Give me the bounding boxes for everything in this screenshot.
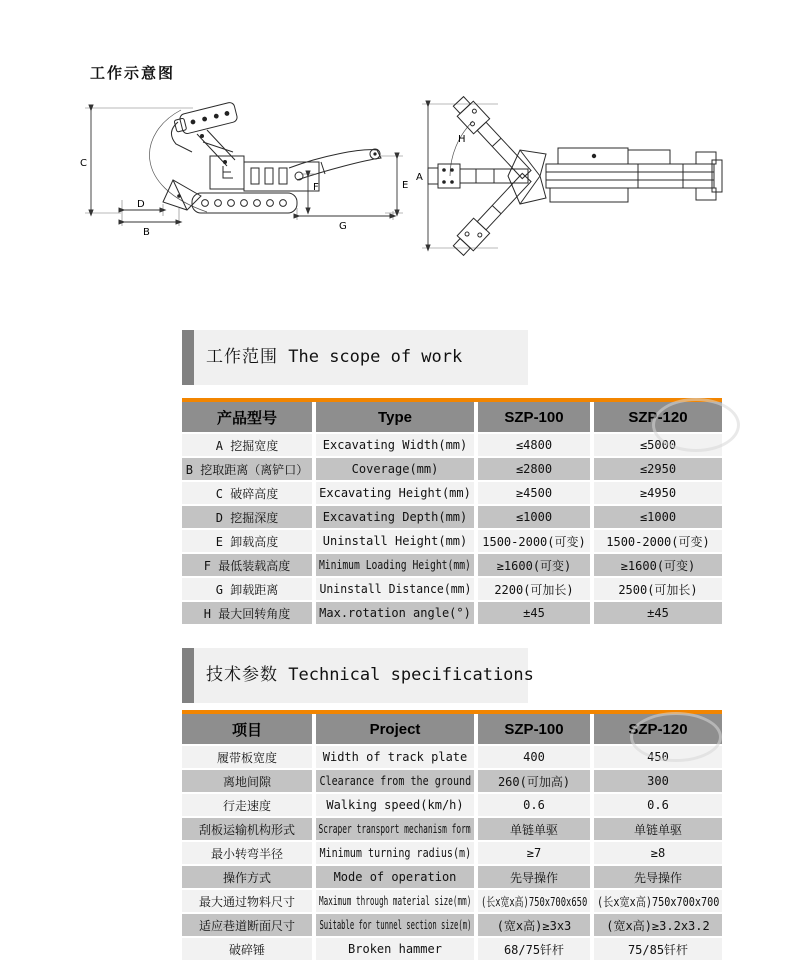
column-header: SZP-100 — [478, 714, 590, 744]
table-row — [182, 506, 722, 528]
table-row — [182, 770, 722, 792]
section-accent-bar — [182, 330, 194, 385]
table-cell: Excavating Height(mm) — [316, 482, 474, 504]
section-title-zh: 技术参数 — [206, 665, 278, 685]
table-cell: 68/75钎杆 — [478, 938, 590, 960]
table-cell: 行走速度 — [182, 794, 312, 816]
section-title — [206, 648, 534, 703]
table-cell: 75/85钎杆 — [594, 938, 722, 960]
table-row — [182, 818, 722, 840]
table-header-row — [182, 714, 722, 744]
table-cell: ≥1600(可变) — [478, 554, 590, 576]
dim-label-h: H — [458, 134, 466, 145]
table-cell: ≤4800 — [478, 434, 590, 456]
table-cell: Width of track plate — [316, 746, 474, 768]
table-cell: Suitable for tunnel section size(m) — [316, 914, 474, 936]
column-header: SZP-100 — [478, 402, 590, 432]
column-header: SZP-120 — [594, 714, 722, 744]
table-cell: ≤5000 — [594, 434, 722, 456]
table-cell: 刮板运输机构形式 — [182, 818, 312, 840]
section-header-scope-of-work — [182, 330, 528, 385]
table-cell: Coverage(mm) — [316, 458, 474, 480]
table-cell: 1500-2000(可变) — [594, 530, 722, 552]
column-header: SZP-120 — [594, 402, 722, 432]
table-row — [182, 866, 722, 888]
table-cell: (宽x高)≥3x3 — [478, 914, 590, 936]
dim-label-b: B — [143, 227, 150, 238]
table-cell: Mode of operation — [316, 866, 474, 888]
table-row — [182, 602, 722, 624]
column-header: Project — [316, 714, 474, 744]
table-row — [182, 746, 722, 768]
table-cell: ≥8 — [594, 842, 722, 864]
table-cell: ≤1000 — [594, 506, 722, 528]
table-cell: 破碎锤 — [182, 938, 312, 960]
column-header: Type — [316, 402, 474, 432]
table-cell: Walking speed(km/h) — [316, 794, 474, 816]
table-cell: 260(可加高) — [478, 770, 590, 792]
table-cell: Minimum Loading Height(mm) — [316, 554, 474, 576]
table-cell: ≤1000 — [478, 506, 590, 528]
table-row — [182, 530, 722, 552]
dim-label-f: F — [313, 182, 319, 193]
table-row — [182, 434, 722, 456]
dim-label-c: C — [80, 158, 87, 169]
table-row — [182, 890, 722, 912]
table-cell: Minimum turning radius(m) — [316, 842, 474, 864]
table-row — [182, 914, 722, 936]
table-cell: ±45 — [478, 602, 590, 624]
table-cell: ≥1600(可变) — [594, 554, 722, 576]
table-row — [182, 794, 722, 816]
table-cell: ≥4500 — [478, 482, 590, 504]
table-cell: F 最低装载高度 — [182, 554, 312, 576]
table-cell: ≥7 — [478, 842, 590, 864]
table-cell: H 最大回转角度 — [182, 602, 312, 624]
table-row — [182, 578, 722, 600]
table-cell: 先导操作 — [478, 866, 590, 888]
table-row — [182, 482, 722, 504]
table-cell: 1500-2000(可变) — [478, 530, 590, 552]
dim-label-a: A — [416, 172, 423, 183]
table-cell: 0.6 — [478, 794, 590, 816]
top-view-drawing — [398, 92, 730, 264]
table-cell: 2200(可加长) — [478, 578, 590, 600]
table-row — [182, 458, 722, 480]
table-cell: 先导操作 — [594, 866, 722, 888]
dim-label-g: G — [339, 221, 347, 232]
table-header-row — [182, 402, 722, 432]
table-cell: Excavating Depth(mm) — [316, 506, 474, 528]
table-cell: Scraper transport mechanism form — [316, 818, 474, 840]
table-cell: 单链单驱 — [478, 818, 590, 840]
table-cell: 操作方式 — [182, 866, 312, 888]
dim-label-e: E — [402, 180, 409, 191]
table-cell: 300 — [594, 770, 722, 792]
table-cell: 0.6 — [594, 794, 722, 816]
table-row — [182, 938, 722, 960]
table-cell: (长x宽x高)750x700x650 — [478, 890, 590, 912]
table-cell: Maximum through material size(mm) — [316, 890, 474, 912]
table-row — [182, 554, 722, 576]
side-view-drawing — [75, 96, 415, 266]
table-cell: D 挖掘深度 — [182, 506, 312, 528]
section-title — [206, 330, 462, 385]
table-cell: (长x宽x高)750x700x700 — [594, 890, 722, 912]
table-cell: B 挖取距离（离铲口） — [182, 458, 312, 480]
section-header-technical-specifications — [182, 648, 534, 703]
table-cell: 最小转弯半径 — [182, 842, 312, 864]
column-header: 产品型号 — [182, 402, 312, 432]
table-cell: 最大通过物料尺寸 — [182, 890, 312, 912]
table-cell: 单链单驱 — [594, 818, 722, 840]
table-cell: G 卸载距离 — [182, 578, 312, 600]
dim-label-d: D — [137, 199, 145, 210]
table-cell: ≤2950 — [594, 458, 722, 480]
table-cell: 离地间隙 — [182, 770, 312, 792]
table-cell: E 卸载高度 — [182, 530, 312, 552]
table-cell: ±45 — [594, 602, 722, 624]
section-title-en: Technical specifications — [288, 665, 534, 685]
table-cell: 履带板宽度 — [182, 746, 312, 768]
page-title: 工作示意图 — [90, 64, 176, 82]
table-cell: ≤2800 — [478, 458, 590, 480]
section-title-zh: 工作范围 — [206, 347, 278, 367]
table-cell: 450 — [594, 746, 722, 768]
table-cell: Broken hammer — [316, 938, 474, 960]
table-cell: A 挖掘宽度 — [182, 434, 312, 456]
table-cell: Uninstall Distance(mm) — [316, 578, 474, 600]
table-cell: 适应巷道断面尺寸 — [182, 914, 312, 936]
table-cell: C 破碎高度 — [182, 482, 312, 504]
section-title-en: The scope of work — [288, 347, 463, 367]
section-accent-bar — [182, 648, 194, 703]
table-cell: 400 — [478, 746, 590, 768]
table-cell: ≥4950 — [594, 482, 722, 504]
table-cell: (宽x高)≥3.2x3.2 — [594, 914, 722, 936]
table-body — [182, 746, 722, 960]
table-cell: Uninstall Height(mm) — [316, 530, 474, 552]
table-cell: Max.rotation angle(°) — [316, 602, 474, 624]
table-row — [182, 842, 722, 864]
scope-of-work-table — [182, 398, 722, 626]
table-cell: 2500(可加长) — [594, 578, 722, 600]
column-header: 项目 — [182, 714, 312, 744]
table-cell: Excavating Width(mm) — [316, 434, 474, 456]
table-body — [182, 434, 722, 624]
technical-specifications-table — [182, 710, 722, 962]
table-cell: Clearance from the ground — [316, 770, 474, 792]
